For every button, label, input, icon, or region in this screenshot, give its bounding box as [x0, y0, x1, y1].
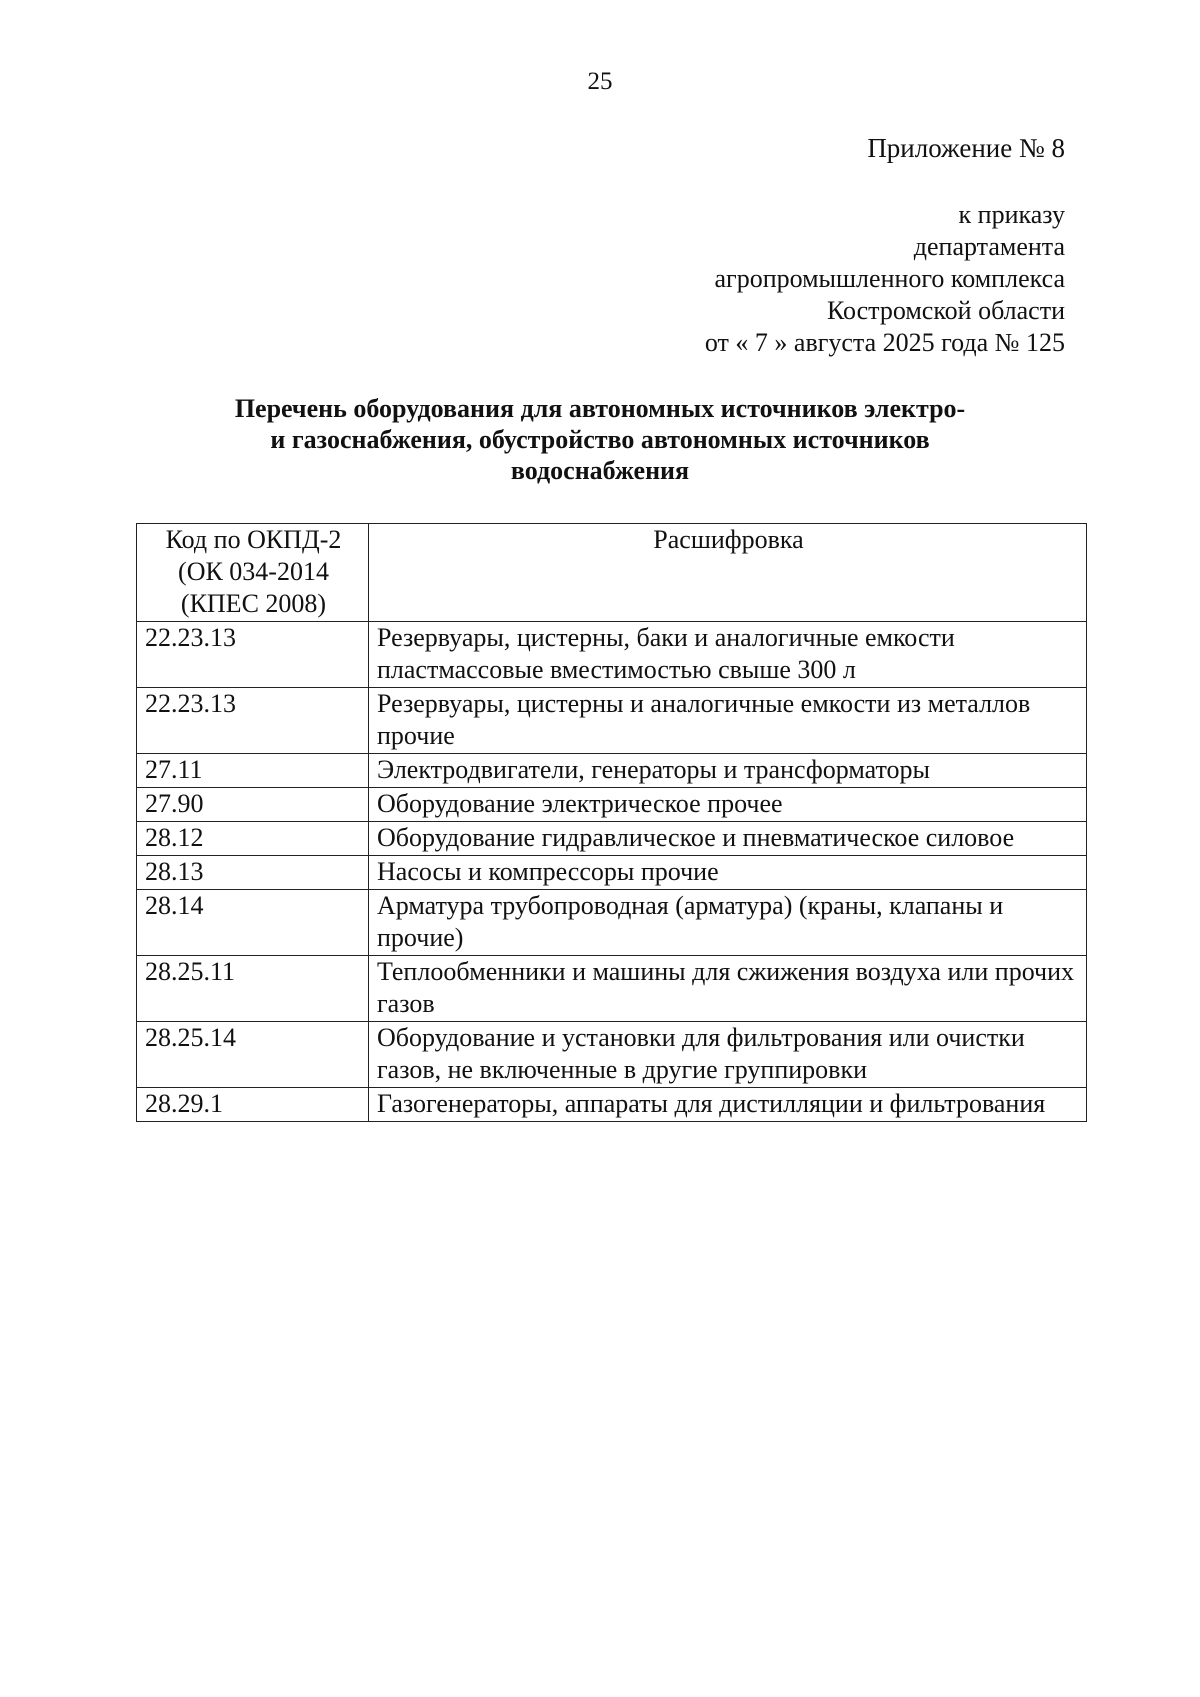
header-description: Расшифровка: [369, 524, 1087, 622]
appendix-label: Приложение № 8: [867, 133, 1065, 163]
order-reference: [705, 199, 1065, 359]
table-row: [137, 622, 1087, 688]
cell-code: 22.23.13: [137, 622, 369, 688]
page-number: 25: [587, 68, 613, 95]
cell-code: 28.12: [137, 822, 369, 856]
table-row: [137, 956, 1087, 1022]
cell-description: Резервуары, цистерны, баки и аналогичные емкости пластмассовые вместимостью свыше 300 л: [369, 622, 1087, 688]
cell-code: 27.90: [137, 788, 369, 822]
cell-description: Газогенераторы, аппараты для дистилляции и фильтрования: [369, 1088, 1087, 1122]
table-row: [137, 788, 1087, 822]
document-title: [150, 393, 1050, 486]
title-line: Перечень оборудования для автономных источников электро-: [234, 394, 966, 423]
cell-code: 28.25.11: [137, 956, 369, 1022]
cell-description: Резервуары, цистерны и аналогичные емкости из металлов прочие: [369, 688, 1087, 754]
cell-code: 28.13: [137, 856, 369, 890]
table-row: [137, 688, 1087, 754]
header-code: [137, 524, 369, 622]
cell-description: Теплообменники и машины для сжижения воздуха или прочих газов: [369, 956, 1087, 1022]
order-line: к приказу: [958, 200, 1065, 229]
table-row: [137, 754, 1087, 788]
cell-description: Электродвигатели, генераторы и трансформаторы: [369, 754, 1087, 788]
header-code-line: (КПЕС 2008): [180, 589, 327, 618]
order-line: от « 7 » августа 2025 года № 125: [704, 328, 1065, 357]
cell-description: Насосы и компрессоры прочие: [369, 856, 1087, 890]
order-line: агропромышленного комплекса: [714, 264, 1065, 293]
table-row: [137, 822, 1087, 856]
table-row: [137, 856, 1087, 890]
equipment-table: [136, 523, 1087, 1122]
order-line: Костромской области: [826, 296, 1065, 325]
cell-code: 28.29.1: [137, 1088, 369, 1122]
order-line: департамента: [913, 232, 1065, 261]
cell-description: Арматура трубопроводная (арматура) (краны, клапаны и прочие): [369, 890, 1087, 956]
table-header-row: [137, 524, 1087, 622]
cell-code: 22.23.13: [137, 688, 369, 754]
cell-code: 28.25.14: [137, 1022, 369, 1088]
header-code-line: (ОК 034-2014: [178, 557, 329, 586]
table-row: [137, 1088, 1087, 1122]
title-line: и газоснабжения, обустройство автономных источников: [270, 425, 930, 454]
cell-description: Оборудование гидравлическое и пневматическое силовое: [369, 822, 1087, 856]
table-row: [137, 1022, 1087, 1088]
title-line: водоснабжения: [510, 456, 690, 485]
table-row: [137, 890, 1087, 956]
cell-code: 27.11: [137, 754, 369, 788]
cell-description: Оборудование электрическое прочее: [369, 788, 1087, 822]
header-code-line: Код по ОКПД-2: [165, 525, 342, 554]
cell-description: Оборудование и установки для фильтрования или очистки газов, не включенные в другие группировки: [369, 1022, 1087, 1088]
cell-code: 28.14: [137, 890, 369, 956]
